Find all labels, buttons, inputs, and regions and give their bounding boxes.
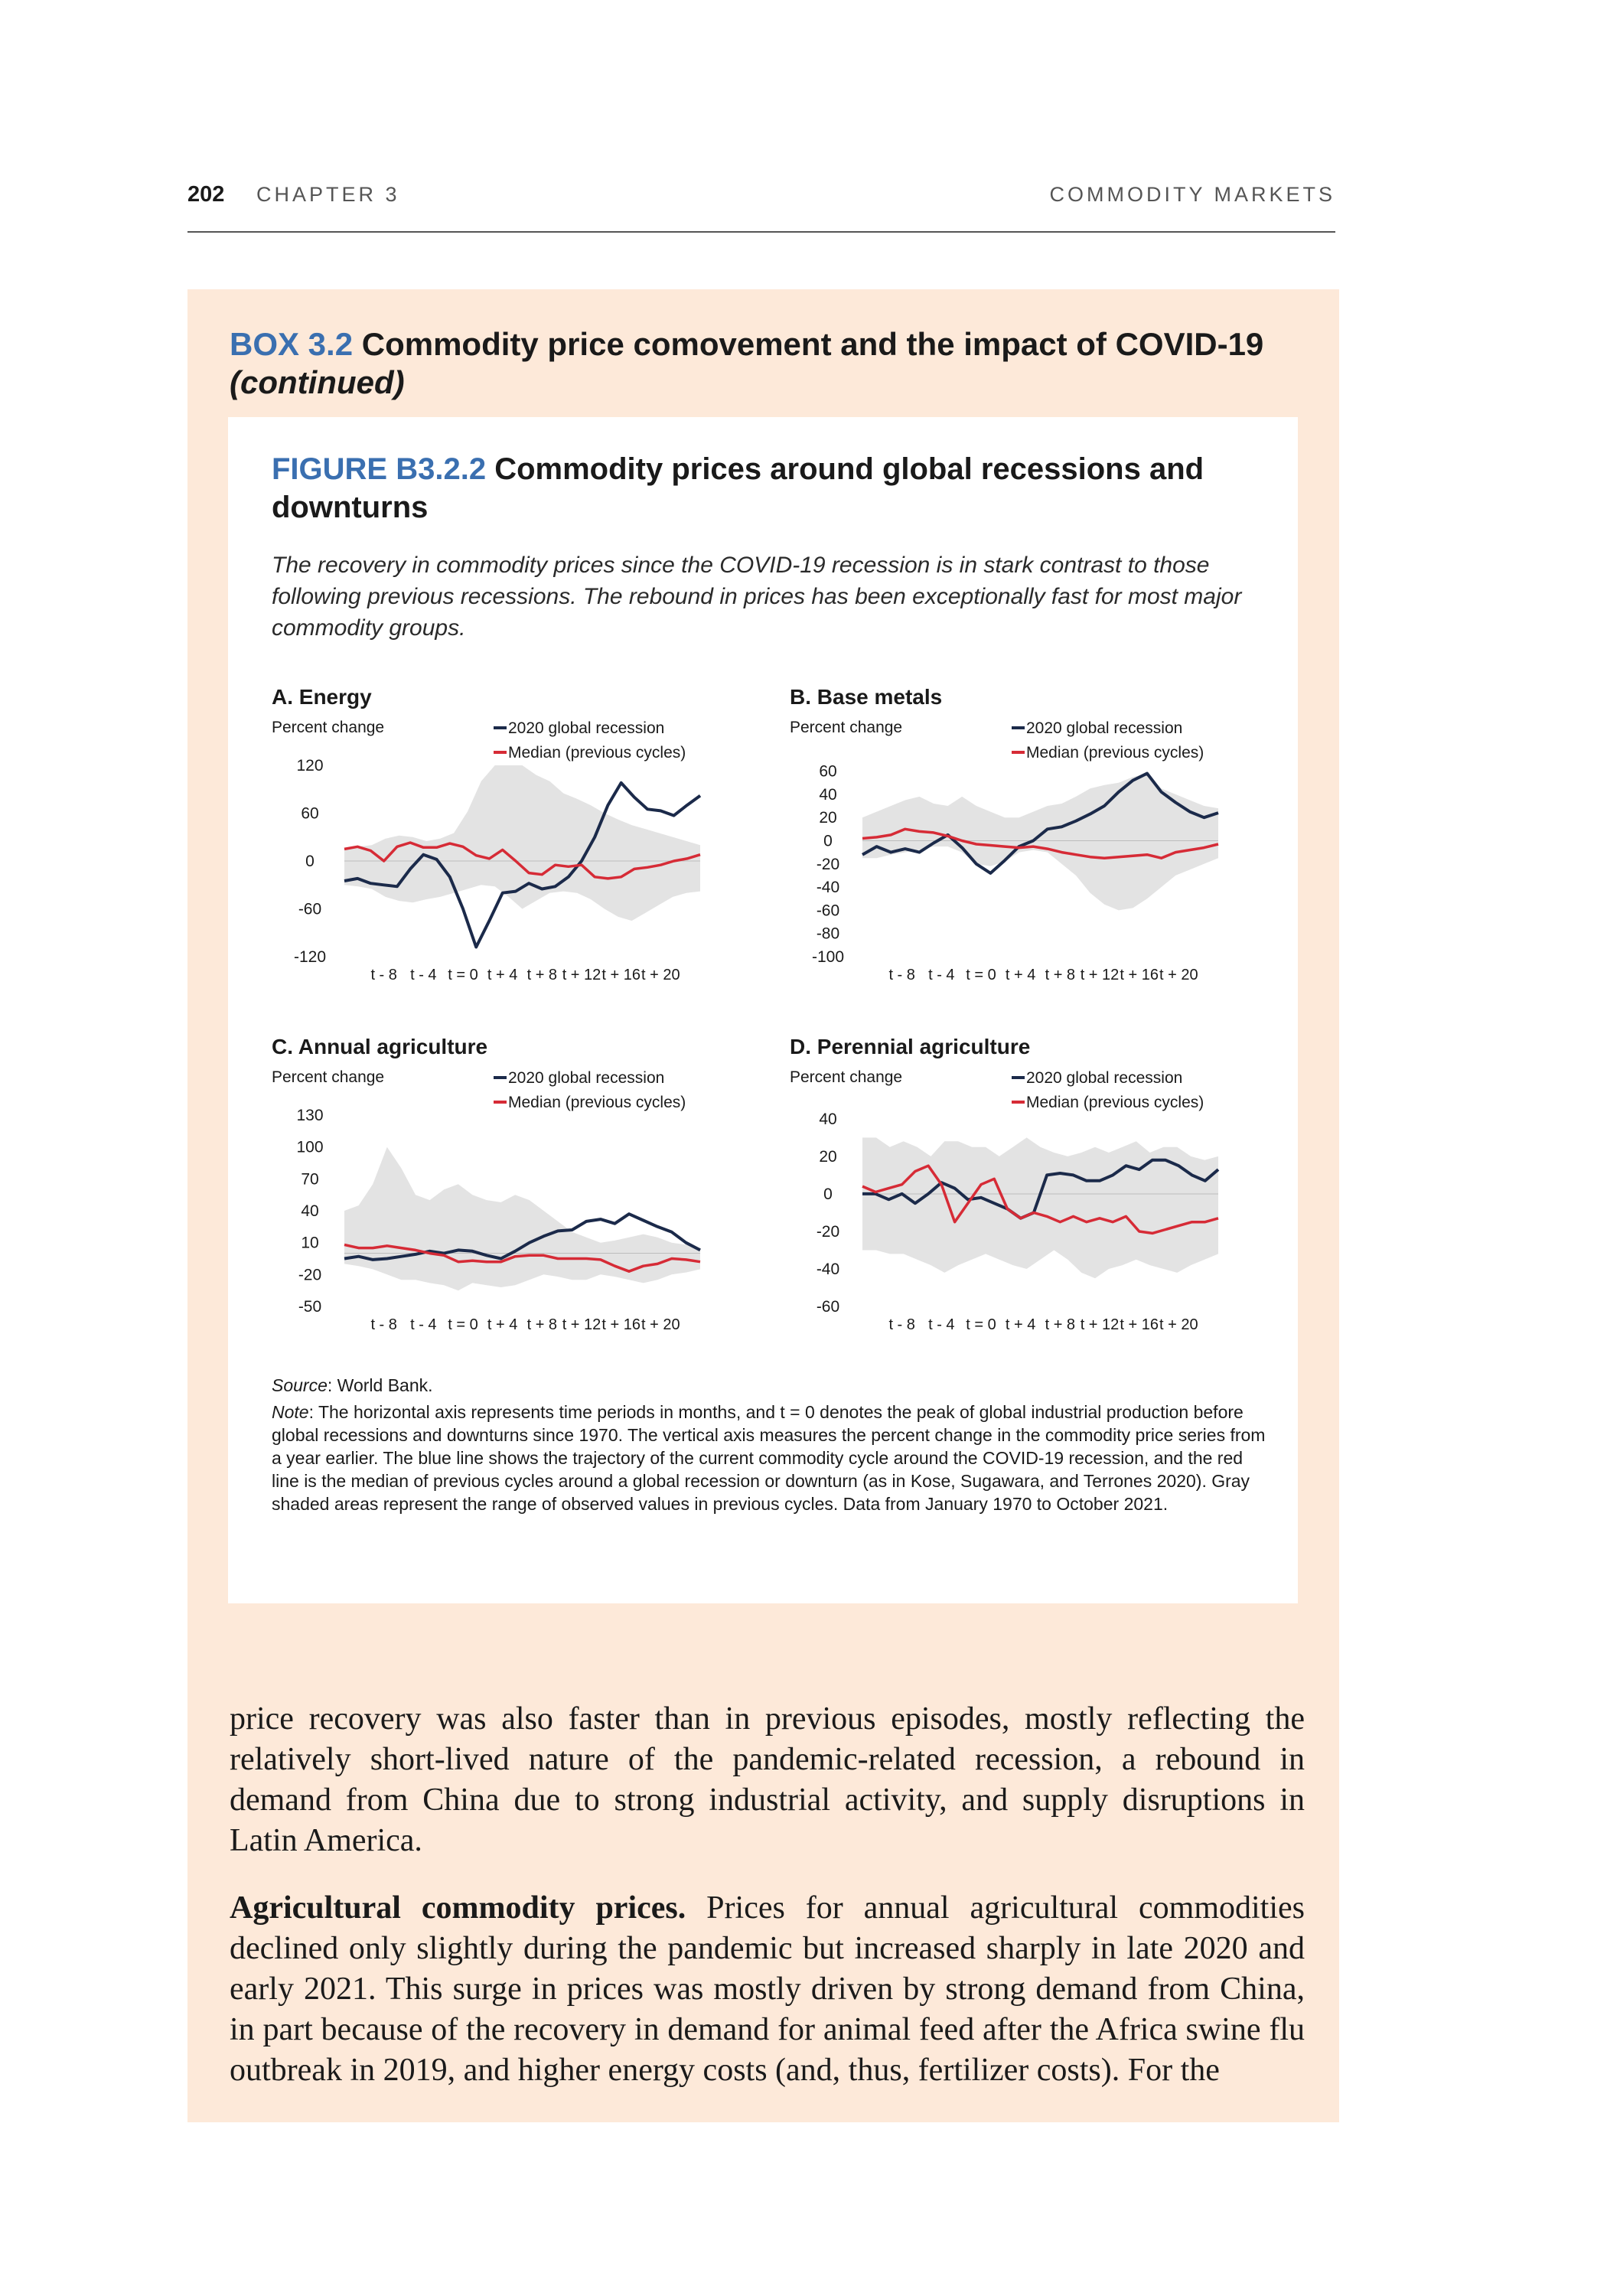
figure-number: FIGURE B3.2.2 xyxy=(272,452,487,486)
panel-title: D. Perennial agriculture xyxy=(790,1035,1031,1058)
source-label: Source xyxy=(272,1375,328,1395)
chart-svg xyxy=(272,1035,784,1379)
legend-label: Median (previous cycles) xyxy=(1026,744,1204,762)
x-tick-label: t + 4 xyxy=(487,1316,518,1333)
y-axis-label: Percent change xyxy=(272,719,385,736)
x-tick-label: t + 16 xyxy=(601,967,641,983)
chart-panel-perennial-agriculture xyxy=(790,1035,1302,1394)
x-tick-label: t - 8 xyxy=(370,1316,397,1333)
y-tick-label: -80 xyxy=(816,925,840,943)
panel-title: B. Base metals xyxy=(790,685,943,709)
chart-panel-annual-agriculture xyxy=(272,1035,784,1394)
body-paragraph: price recovery was also faster than in previous episodes, mostly reflecting the relatively short-lived nature of the pandemic-related recession, a rebound in demand from China due to strong industrial activity, and supply disruptions in Latin America. xyxy=(230,1701,1305,1858)
y-tick-label: 70 xyxy=(301,1170,319,1189)
chart-panel-base-metals xyxy=(790,685,1302,1045)
source-text: : World Bank. xyxy=(327,1375,433,1395)
y-tick-label: -50 xyxy=(298,1298,322,1316)
legend-label: 2020 global recession xyxy=(1026,719,1183,737)
x-tick-label: t + 20 xyxy=(1159,967,1198,983)
y-tick-label: 0 xyxy=(823,832,833,850)
x-tick-label: t + 20 xyxy=(641,1316,680,1333)
x-tick-label: t + 12 xyxy=(562,967,601,983)
body-paragraph xyxy=(230,1888,1305,2091)
x-tick-label: t + 8 xyxy=(526,1316,558,1333)
paragraph-run-in-heading: Agricultural commodity prices. xyxy=(230,1890,686,1926)
panel-title: A. Energy xyxy=(272,685,372,709)
x-tick-label: t - 8 xyxy=(888,967,915,983)
box-title-text: Commodity price comovement and the impact of COVID-19 xyxy=(361,326,1264,362)
legend-label: Median (previous cycles) xyxy=(1026,1094,1204,1111)
x-tick-label: t - 8 xyxy=(888,1316,915,1333)
figure-subtitle: The recovery in commodity prices since the COVID-19 recession is in stark contrast to those following previous recessions. The rebound in prices has been exceptionally fast for most major commodity groups. xyxy=(272,553,1242,641)
y-tick-label: 100 xyxy=(296,1138,324,1156)
chart-panel-energy xyxy=(272,685,784,1045)
y-tick-label: -120 xyxy=(293,948,327,966)
x-tick-label: t + 4 xyxy=(487,967,518,983)
y-axis-label: Percent change xyxy=(790,719,903,736)
x-tick-label: t = 0 xyxy=(448,1316,478,1333)
box-title xyxy=(230,325,1301,402)
x-tick-label: t + 4 xyxy=(1005,967,1036,983)
y-tick-label: 20 xyxy=(819,1147,837,1166)
x-tick-label: t = 0 xyxy=(966,967,996,983)
y-tick-label: 0 xyxy=(823,1185,833,1203)
y-tick-label: -60 xyxy=(816,902,840,920)
y-tick-label: 0 xyxy=(305,853,315,870)
chart-svg xyxy=(272,685,784,1029)
x-tick-label: t + 16 xyxy=(601,1316,641,1333)
box-continued: (continued) xyxy=(230,364,405,400)
y-axis-label: Percent change xyxy=(790,1068,903,1086)
box-number: BOX 3.2 xyxy=(230,326,354,362)
x-tick-label: t + 8 xyxy=(1045,1316,1076,1333)
y-tick-label: -60 xyxy=(298,900,322,918)
x-tick-label: t = 0 xyxy=(966,1316,996,1333)
chapter-label: CHAPTER 3 xyxy=(256,183,400,206)
range-band xyxy=(344,765,700,921)
x-tick-label: t + 20 xyxy=(641,967,680,983)
x-tick-label: t + 12 xyxy=(1080,967,1120,983)
x-tick-label: t + 20 xyxy=(1159,1316,1198,1333)
x-tick-label: t - 4 xyxy=(410,967,437,983)
y-tick-label: -100 xyxy=(811,948,845,966)
legend-label: Median (previous cycles) xyxy=(508,744,686,762)
y-tick-label: -20 xyxy=(298,1266,322,1284)
x-tick-label: t - 8 xyxy=(370,967,397,983)
figure-title-text: Commodity prices around global recessions and downturns xyxy=(272,452,1204,524)
y-tick-label: 60 xyxy=(819,762,837,781)
y-tick-label: 40 xyxy=(819,785,837,804)
running-head xyxy=(187,182,1335,213)
y-tick-label: -40 xyxy=(816,879,840,897)
x-tick-label: t = 0 xyxy=(448,967,478,983)
x-tick-label: t + 16 xyxy=(1120,967,1159,983)
x-tick-label: t - 4 xyxy=(928,1316,955,1333)
x-tick-label: t + 8 xyxy=(526,967,558,983)
x-tick-label: t + 4 xyxy=(1005,1316,1036,1333)
y-tick-label: 120 xyxy=(296,757,324,775)
x-tick-label: t - 4 xyxy=(410,1316,437,1333)
figure-note xyxy=(272,1401,1266,1515)
figure-title xyxy=(272,450,1266,527)
chart-svg xyxy=(790,1035,1302,1379)
range-band xyxy=(344,1147,700,1291)
legend-label: 2020 global recession xyxy=(1026,1069,1183,1087)
legend-label: 2020 global recession xyxy=(508,1069,665,1087)
figure-source xyxy=(272,1374,1266,1397)
legend-label: Median (previous cycles) xyxy=(508,1094,686,1111)
y-tick-label: -60 xyxy=(816,1298,840,1316)
y-tick-label: -20 xyxy=(816,1222,840,1241)
y-tick-label: 40 xyxy=(819,1110,837,1128)
chart-svg xyxy=(790,685,1302,1029)
note-text: : The horizontal axis represents time periods in months, and t = 0 denotes the peak of global industrial production before global recessions and downturns since 1970. The vertical axis measures the percent change in the commodity price series from a year earlier. The blue line shows the trajectory of the current commodity cycle around the COVID-19 recession, and the red line is the median of previous cycles around a global recession or downturn (as in Kose, Sugawara, and Terrones 2020). Gray shaded areas represent the range of observed values in previous cycles. Data from January 1970 to October 2021. xyxy=(272,1402,1266,1514)
x-tick-label: t - 4 xyxy=(928,967,955,983)
y-axis-label: Percent change xyxy=(272,1068,385,1086)
panel-title: C. Annual agriculture xyxy=(272,1035,488,1058)
paragraph-text: Prices for annual agricultural commodities declined only slightly during the pandemic but increased sharply in late 2020 and early 2021. This surge in prices was mostly driven by strong demand from China, in part because of the recovery in demand for animal feed after the Africa swine flu outbreak in 2019, and higher energy costs (and, thus, fertilizer costs). For the xyxy=(230,1890,1305,2088)
note-label: Note xyxy=(272,1402,309,1422)
y-tick-label: -40 xyxy=(816,1260,840,1278)
y-tick-label: 40 xyxy=(301,1202,319,1220)
x-tick-label: t + 8 xyxy=(1045,967,1076,983)
page-number: 202 xyxy=(187,182,225,207)
y-tick-label: -20 xyxy=(816,855,840,873)
y-tick-label: 20 xyxy=(819,809,837,827)
y-tick-label: 60 xyxy=(301,804,319,823)
x-tick-label: t + 12 xyxy=(1080,1316,1120,1333)
legend-label: 2020 global recession xyxy=(508,719,665,737)
x-tick-label: t + 12 xyxy=(562,1316,601,1333)
section-label: COMMODITY MARKETS xyxy=(1049,183,1335,206)
header-rule xyxy=(187,231,1335,233)
y-tick-label: 130 xyxy=(296,1107,324,1124)
y-tick-label: 10 xyxy=(301,1234,319,1252)
x-tick-label: t + 16 xyxy=(1120,1316,1159,1333)
